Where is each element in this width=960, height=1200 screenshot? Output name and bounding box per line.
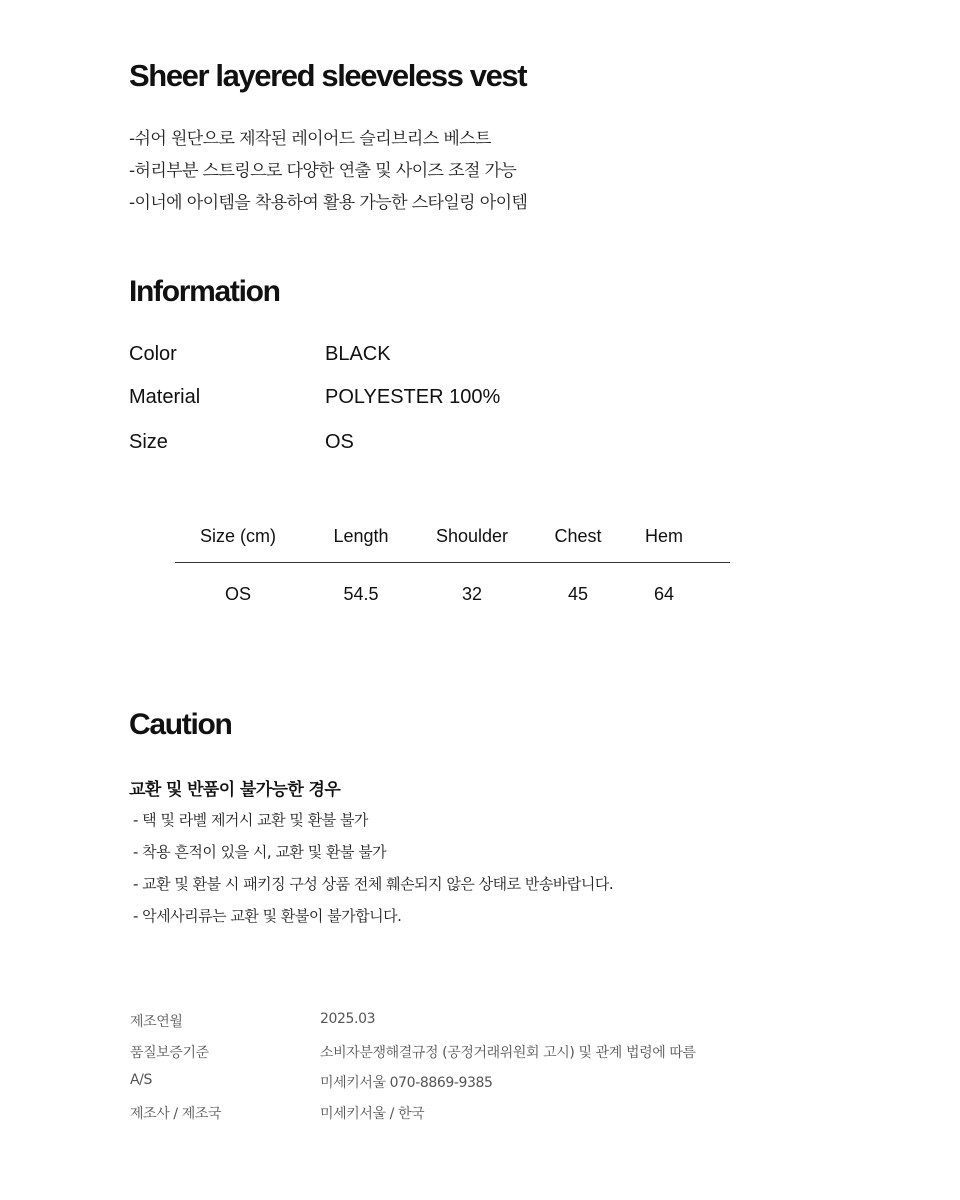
- size-table: [175, 518, 730, 616]
- table-cell: 64: [653, 584, 675, 604]
- column-header-size: Size (cm): [200, 526, 276, 546]
- list-item: - 악세사리류는 교환 및 환불이 불가합니다.: [133, 907, 402, 925]
- meta-label: 품질보증기준: [130, 1044, 209, 1061]
- column-header-shoulder: Shoulder: [435, 526, 509, 546]
- caution-list: [133, 807, 613, 935]
- info-label: Color: [129, 343, 177, 365]
- list-item: - 교환 및 환불 시 패키징 구성 상품 전체 훼손되지 않은 상태로 반송바랍니다.: [133, 875, 614, 893]
- information-heading: Information: [129, 275, 280, 308]
- product-title: Sheer layered sleeveless vest: [129, 58, 527, 93]
- meta-label: A/S: [130, 1072, 152, 1088]
- meta-value: 미세키서울 / 한국: [320, 1105, 425, 1122]
- meta-row: [0, 1042, 960, 1073]
- meta-row: [0, 1072, 960, 1103]
- column-header-length: Length: [333, 526, 389, 546]
- meta-label: 제조사 / 제조국: [130, 1105, 222, 1122]
- table-cell: 45: [567, 584, 589, 604]
- table-cell: OS: [224, 584, 252, 604]
- list-item: - 택 및 라벨 제거시 교환 및 환불 불가: [133, 811, 368, 829]
- meta-row: [0, 1011, 960, 1042]
- description-line: -이너에 아이템을 착용하여 활용 가능한 스타일링 아이템: [129, 193, 528, 213]
- description-line: -쉬어 원단으로 제작된 레이어드 슬리브리스 베스트: [129, 129, 491, 149]
- meta-row: [0, 1103, 960, 1134]
- caution-heading: Caution: [129, 708, 232, 741]
- meta-value: 미세키서울 070-8869-9385: [320, 1075, 493, 1091]
- size-table-header: [175, 518, 730, 558]
- table-cell: 32: [461, 584, 483, 604]
- table-divider: [175, 562, 730, 563]
- column-header-hem: Hem: [644, 526, 684, 546]
- info-label: Material: [129, 386, 201, 408]
- meta-value: 2025.03: [320, 1011, 376, 1027]
- info-value: POLYESTER 100%: [325, 386, 501, 408]
- description-line: -허리부분 스트링으로 다양한 연출 및 사이즈 조절 가능: [129, 161, 517, 181]
- product-description: [129, 124, 527, 220]
- table-row: [175, 576, 730, 616]
- product-meta: [0, 1011, 960, 1133]
- meta-value: 소비자분쟁해결규정 (공정거래위원회 고시) 및 관계 법령에 따름: [320, 1044, 696, 1061]
- caution-subheading: 교환 및 반품이 불가능한 경우: [129, 780, 341, 800]
- info-value: OS: [325, 431, 354, 453]
- table-cell: 54.5: [343, 584, 379, 604]
- meta-label: 제조연월: [130, 1014, 183, 1030]
- list-item: - 착용 흔적이 있을 시, 교환 및 환불 불가: [133, 843, 387, 861]
- column-header-chest: Chest: [554, 526, 602, 546]
- info-label: Size: [129, 431, 168, 453]
- info-value: BLACK: [325, 343, 391, 365]
